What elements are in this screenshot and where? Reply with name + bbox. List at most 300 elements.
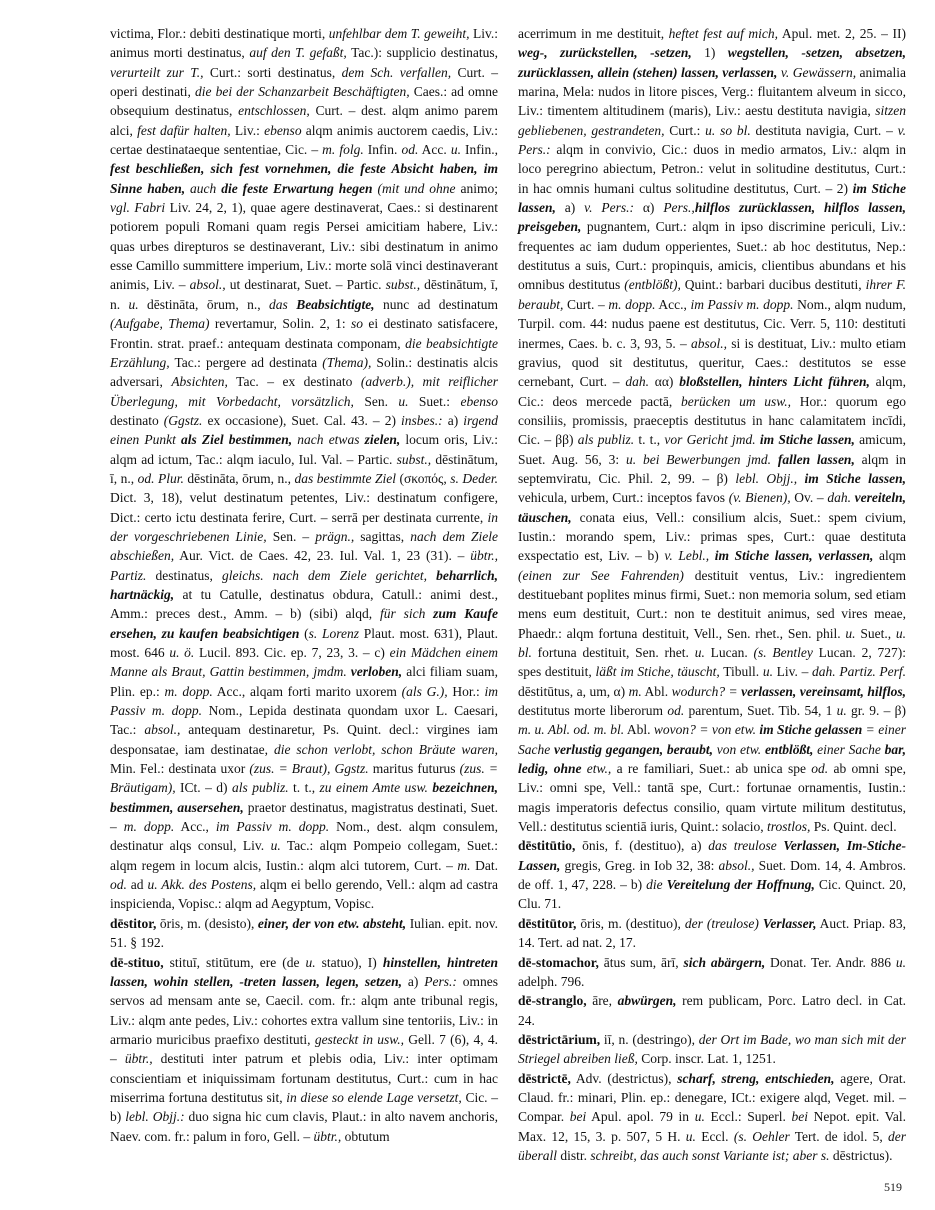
- entry-text-segment: bei: [569, 1109, 587, 1125]
- entry-text-segment: u. bl.: [518, 625, 906, 660]
- entry-text-segment: Infin.,: [460, 142, 498, 158]
- entry-text-segment: subst.,: [385, 277, 421, 293]
- entry-text-segment: destinato: [110, 412, 164, 428]
- entry-text-segment: Tac.): supplicio destinatus,: [346, 45, 498, 61]
- entry-text-segment: ei destinato satisfacere, Frontin. strat. praef.: antequam destinata componam,: [110, 316, 498, 351]
- entry-text-segment: entblößt,: [764, 741, 814, 757]
- entry-text-segment: Curt.: sorti destinatus,: [203, 64, 342, 80]
- entry-text-segment: lebl. Objj.,: [735, 470, 798, 486]
- entry-text-segment: m. dopp.: [123, 819, 175, 835]
- entry-text-segment: Dict. 3, 18), velut destinatum petentes, Liv.: destinatum configere, Dict.: certo ictu destinata ferire, Curt. – serrā per destinata currente,: [110, 490, 498, 525]
- entry-text-segment: distr.: [557, 1147, 591, 1163]
- entry-text-segment: Suet. Dom. 14, 4. Ambros. de off. 1, 47, 228. – b): [518, 857, 906, 893]
- entry-text-segment: Aur. Vict. de Caes. 42, 23. Iul. Val. 1, 23 (31). –: [174, 548, 471, 564]
- dictionary-entry: [518, 1069, 906, 1166]
- entry-text-segment: Dat.: [470, 857, 498, 873]
- entry-text-segment: Pers.:: [424, 973, 457, 989]
- entry-text-segment: auch: [185, 180, 222, 196]
- entry-text-segment: läßt im Stiche, täuscht,: [595, 664, 720, 680]
- entry-text-segment: bei: [791, 1109, 808, 1125]
- entry-text-segment: a re familiari, Suet.: ab unica spe: [611, 761, 812, 777]
- entry-text-segment: sagittas,: [354, 528, 411, 544]
- entry-text-segment: victima, Flor.: debiti destinatique morti,: [110, 26, 329, 41]
- entry-text-segment: od.: [110, 877, 127, 893]
- entry-text-segment: irgend einen Punkt: [110, 412, 498, 448]
- entry-text-segment: alci filiam suam, Plin. ep.:: [110, 664, 498, 699]
- entry-text-segment: Suet.:: [408, 393, 461, 409]
- entry-text-segment: vehicula, urbem, Curt.: inceptos favos: [518, 490, 729, 506]
- entry-text-segment: Abl.: [641, 683, 672, 699]
- entry-text-segment: Curt. –: [563, 296, 609, 312]
- entry-text-segment: u.: [694, 645, 705, 660]
- entry-text-segment: (Ggstz.: [163, 412, 203, 428]
- entry-text-segment: dēstrictē,: [518, 1070, 571, 1086]
- dictionary-entry: [110, 24, 498, 914]
- entry-text-segment: Tac.: pergere ad destinata: [169, 354, 323, 370]
- entry-text-segment: Ps. Quint. decl.: [810, 819, 897, 835]
- entry-text-segment: destituti inter patrum et plebis odia, Liv.: inter optimam conscientiam et iniquissimam fortunam destitutus, Curt.: cum in hac miserrima fortuna destitutus sit,: [110, 1051, 498, 1105]
- entry-text-segment: als publiz.: [232, 780, 289, 796]
- entry-text-segment: fortuna destituit, Sen. rhet.: [531, 645, 695, 660]
- entry-text-segment: vor Gericht jmd.: [664, 432, 760, 448]
- entry-text-segment: ebenso: [264, 122, 302, 138]
- entry-text-segment: unfehlbar dem T. geweiht,: [328, 26, 470, 41]
- entry-text-segment: dēstrictus).: [829, 1147, 893, 1163]
- entry-text-segment: Verlassen, Im-Stiche-Lassen,: [518, 838, 906, 873]
- entry-text-segment: a): [442, 412, 464, 428]
- entry-text-segment: praetor destinatus, magistratus destinati, Suet. –: [110, 799, 498, 835]
- entry-text-segment: etw.,: [581, 761, 612, 777]
- entry-text-segment: od.: [401, 142, 419, 158]
- entry-text-segment: s. Lorenz: [308, 625, 360, 641]
- entry-text-segment: hilflos zurücklassen, hilflos lassen, preisgeben,: [518, 200, 906, 235]
- entry-text-segment: u. Akk. des Postens,: [147, 877, 257, 893]
- entry-text-segment: stituī, stitūtum, ere (de: [163, 954, 306, 970]
- entry-text-segment: der Ort im Bade, wo man sich mit der Striegel abreiben ließ,: [518, 1031, 906, 1067]
- dictionary-entry: [518, 953, 906, 992]
- entry-text-segment: m. dopp.: [164, 683, 213, 699]
- entry-text-segment: amicum, Suet. Aug. 56, 3:: [518, 432, 907, 467]
- entry-text-segment: im Passiv m. dopp.: [110, 683, 498, 719]
- entry-text-segment: Tac.: alqm Pompeio collegam, Suet.: alqm regem in locum alcis, Iustin.: alqm alci tutorem, Curt. –: [110, 838, 498, 873]
- entry-text-segment: im Passiv m. dopp.: [215, 819, 330, 835]
- entry-text-segment: (adverb.), mit reiflicher Überlegung, mit Vorbedacht, vorsätzlich,: [110, 374, 498, 409]
- entry-text-segment: destinatus,: [146, 567, 222, 583]
- entry-text-segment: vgl. Fabri: [110, 200, 166, 216]
- entry-text-segment: dah.: [827, 490, 851, 506]
- entry-text-segment: obtutum: [341, 1128, 390, 1144]
- entry-text-segment: Nom., Lepida destinata quondam uxor L. Caesari, Tac.:: [110, 703, 498, 738]
- entry-text-segment: u.: [128, 296, 139, 312]
- entry-text-segment: ein Mädchen einem Manne als Braut, Gattin bestimmen, jmdm.: [110, 645, 499, 680]
- dictionary-entry: [518, 914, 906, 953]
- entry-text-segment: das: [269, 296, 297, 312]
- entry-text-segment: im Stiche lassen, verlassen,: [709, 548, 874, 564]
- entry-text-segment: gesteckt in usw.,: [314, 1031, 405, 1047]
- entry-text-segment: ōnis, f. (destituo), a): [575, 838, 709, 854]
- entry-text-segment: ICt. – d): [175, 780, 232, 796]
- entry-text-segment: das treulose: [708, 838, 784, 854]
- entry-text-segment: wodurch? =: [671, 683, 742, 699]
- entry-text-segment: dēstinātum, ī, n.: [110, 277, 499, 312]
- entry-text-segment: dēstrictārium,: [518, 1031, 601, 1047]
- dictionary-entry: [518, 24, 906, 836]
- entry-text-segment: Cic. – b): [110, 1089, 498, 1125]
- entry-text-segment: Liv.: animus morti destinatus,: [110, 26, 498, 61]
- entry-text-segment: si is destituat, Liv.: multo etiam gravius, quod sit destitutus, queritur, Caes.: destitutos se esse cernebant, Curt. –: [518, 335, 906, 390]
- entry-text-segment: sich abärgern,: [683, 954, 766, 970]
- entry-text-segment: verlustig gegangen, beraubt,: [554, 741, 714, 757]
- entry-text-segment: ihrer F. beraubt,: [518, 277, 906, 312]
- entry-text-segment: u.: [305, 954, 316, 970]
- entry-text-segment: wegstellen, -setzen, absetzen, zurücklassen, allein (stehen) lassen, verlassen,: [518, 45, 906, 80]
- entry-text-segment: statuo), I): [315, 954, 383, 970]
- entry-text-segment: Nepot. epit. Val. Max. 12, 15, 3. p. 507, 5 H.: [518, 1109, 906, 1144]
- entry-text-segment: adelph. 796.: [518, 973, 585, 989]
- entry-text-segment: destituit ventus, Liv.: ingredientem destituebant poplites minus firmi, Suet.: non memoria solum, sed etiam mens eum destituit, Curt.: non te destituit animus, sed vires meae, Phaedr.: alqm fortuna destituit, Vell., Sen. rhet., Sen. phil.: [518, 567, 906, 641]
- entry-text-segment: a): [555, 200, 585, 216]
- entry-text-segment: für sich: [379, 606, 434, 622]
- entry-text-segment: die schon verlobt, schon Bräute waren,: [273, 741, 498, 757]
- entry-text-segment: u. ö.: [169, 645, 195, 660]
- entry-text-segment: ōris, m. (desisto),: [156, 915, 258, 931]
- entry-text-segment: agere, Orat. Claud. fr.: minari, Plin. ep.: denegare, ICt.: exigere alqd, Veget. mil. – Compar.: [518, 1070, 906, 1125]
- entry-text-segment: nunc ad destinatum: [374, 296, 499, 312]
- entry-text-segment: a): [402, 973, 425, 989]
- entry-text-segment: sitzen gebliebenen, gestrandeten,: [518, 103, 906, 138]
- entry-text-segment: bezeichnen, bestimmen, ausersehen,: [110, 780, 498, 815]
- entry-text-segment: von etw.: [713, 741, 765, 757]
- entry-text-segment: u.: [694, 1109, 705, 1125]
- entry-text-segment: maritus futurus: [368, 761, 460, 777]
- entry-text-segment: dēstinātum, ī, n.,: [110, 451, 498, 486]
- entry-text-segment: Tert. de idol. 5,: [789, 1128, 888, 1144]
- entry-text-segment: u.: [762, 664, 773, 680]
- page-number: 519: [884, 1180, 902, 1194]
- entry-text-segment: Acc.: [418, 142, 451, 158]
- entry-text-segment: αα): [648, 374, 680, 390]
- entry-text-segment: m.: [628, 683, 642, 699]
- entry-text-segment: übtr.,: [124, 1051, 153, 1067]
- entry-text-segment: ex occasione), Suet. Cal. 43. – 2): [202, 412, 402, 428]
- entry-text-segment: berücken um usw.,: [680, 393, 792, 409]
- entry-text-segment: od.: [667, 703, 685, 719]
- entry-text-segment: v. Lebl.,: [664, 548, 710, 564]
- entry-text-segment: Min. Fel.: destinata uxor: [110, 761, 250, 777]
- entry-text-segment: Curt. – operi destinati,: [110, 64, 498, 100]
- entry-text-segment: die beabsichtigte Erzählung,: [110, 335, 498, 370]
- entry-text-segment: dē-stranglo,: [518, 993, 587, 1009]
- entry-text-segment: dem Sch. verfallen,: [341, 64, 452, 80]
- entry-text-segment: Infin.: [363, 142, 402, 158]
- entry-text-segment: Nom., alqm nudum, Turpil. com. 44: nudus paene est destitutus, Cic. Verr. 5, 110: destituti inermes, Caes. b. c. 3, 93, 5. –: [518, 296, 906, 351]
- entry-text-segment: absol.,: [144, 722, 181, 738]
- entry-text-segment: 1): [691, 45, 728, 61]
- entry-text-segment: nach etwas: [292, 432, 365, 448]
- entry-text-segment: (zus. = Braut), Ggstz.: [249, 761, 369, 777]
- entry-text-segment: t. t.,: [288, 780, 320, 796]
- entry-text-segment: duo signa hic cum clavis, Plaut.: in alto navem anchoris, Naev. com. fr.: palum in foro, Gell. –: [110, 1109, 499, 1144]
- entry-text-segment: gregis, Greg. in Iob 32, 38:: [560, 857, 719, 873]
- entry-text-segment: Liv. 24, 2, 1), quae agere destinaverat, Caes.: si destinarent potiorem populi Romani quam regis Persei amicitiam habere, Liv.: quas urbes direpturos se destinaverant, Liv.: sibi destinatum in animo esse Camillo summittere imperium, Liv.: morte solā vinci destinaverant animis, Liv. –: [110, 200, 499, 293]
- entry-text-segment: rem publicam, Porc. Latro decl. in Cat. 24.: [518, 993, 907, 1028]
- entry-text-segment: α): [633, 200, 664, 216]
- entry-text-segment: fallen lassen,: [777, 451, 855, 467]
- entry-text-segment: (entblößt),: [624, 277, 681, 293]
- entry-text-segment: dē-stomachor,: [518, 954, 599, 970]
- entry-text-segment: fest dafür halten,: [137, 122, 231, 138]
- entry-text-segment: scharf, streng, entschieden,: [677, 1070, 835, 1086]
- entry-text-segment: Iulian. epit. nov. 51. § 192.: [110, 915, 498, 951]
- entry-text-segment: dē-stituo,: [110, 954, 164, 970]
- entry-text-segment: u.: [845, 625, 856, 641]
- entry-text-segment: v. Pers.:: [518, 122, 906, 158]
- entry-text-segment: die feste Erwartung hegen: [221, 180, 373, 196]
- dictionary-entry: [110, 914, 498, 953]
- entry-text-segment: Lucan.: [704, 645, 754, 660]
- entry-text-segment: gr. 9. – β): [846, 703, 906, 719]
- entry-text-segment: prägn.,: [315, 528, 355, 544]
- entry-text-segment: alqm animis auctorem caedis, Liv.: certae destinataeque sententiae, Cic. –: [110, 122, 498, 158]
- entry-text-segment: vereiteln, täuschen,: [518, 490, 906, 525]
- entry-text-segment: animo;: [455, 180, 498, 196]
- entry-text-segment: dah.: [625, 374, 649, 390]
- entry-text-segment: ebenso: [460, 393, 498, 409]
- entry-text-segment: Eccl.: [695, 1128, 734, 1144]
- entry-text-segment: Donat. Ter. Andr. 886: [765, 954, 896, 970]
- entry-text-segment: lebl. Objj.:: [125, 1109, 185, 1125]
- entry-text-segment: Beabsichtigte,: [296, 296, 375, 312]
- entry-text-segment: āre,: [586, 993, 618, 1009]
- entry-text-segment: = einer Sache: [518, 722, 906, 757]
- entry-text-segment: übtr., Partiz.: [110, 548, 498, 583]
- entry-text-segment: revertamur, Solin. 2, 1:: [209, 316, 351, 332]
- entry-text-segment: auf den T. gefaßt,: [249, 45, 347, 61]
- entry-text-segment: u.: [270, 838, 281, 854]
- entry-text-segment: omnes servos ad mensam ante se, Caecil. com. fr.: alqm ante tribunal regis, Liv.: alqm ante pedes, Liv.: cohortes extra vallum sine tentoriis, Liv.: in armario muricibus praefixo destituti,: [110, 973, 498, 1047]
- entry-text-segment: der überall: [518, 1128, 906, 1163]
- entry-text-segment: parentum, Suet. Tib. 54, 1: [684, 703, 837, 719]
- entry-text-segment: dēstitūtio,: [518, 838, 576, 854]
- entry-text-segment: dēstitūtor,: [518, 915, 577, 931]
- entry-text-segment: beharrlich, hartnäckig,: [110, 567, 499, 602]
- entry-text-segment: Apul. met. 2, 25. – II): [778, 26, 906, 41]
- entry-text-segment: Eccl.: Superl.: [704, 1109, 792, 1125]
- entry-text-segment: animalia marina, Mela: nudos in litore pisces, Verg.: fluitantem alveum in sicco, Liv.: timentem altitudinem (maris), Liv.: aestu destituta navigia,: [518, 64, 907, 119]
- entry-text-segment: zielen,: [364, 432, 401, 448]
- entry-text-segment: u. so bl.: [705, 122, 751, 138]
- entry-text-segment: subst.,: [396, 451, 432, 467]
- entry-text-segment: bloßstellen, hinters Licht führen,: [679, 374, 870, 390]
- entry-text-segment: im Stiche gelassen: [759, 722, 863, 738]
- entry-text-segment: Acc., alqam forti marito uxorem: [212, 683, 402, 699]
- entry-text-segment: im Stiche lassen,: [759, 432, 855, 448]
- entry-text-segment: Tibull.: [719, 664, 763, 680]
- entry-text-segment: alqm: [873, 548, 906, 564]
- entry-text-segment: als Ziel bestimmen,: [181, 432, 293, 448]
- entry-text-segment: Pers.,: [663, 200, 695, 216]
- entry-text-segment: (zus. = Bräutigam),: [110, 761, 499, 796]
- entry-text-segment: Quint.: barbari ducibus destituti,: [680, 277, 866, 293]
- entry-text-segment: acerrimum in me destituit,: [518, 26, 669, 41]
- entry-text-segment: Acc.,: [174, 819, 216, 835]
- entry-text-segment: (als G.),: [401, 683, 448, 699]
- entry-text-segment: Apul. apol. 79 in: [586, 1109, 695, 1125]
- entry-text-segment: t. t.,: [634, 432, 665, 448]
- entry-text-segment: Gell. 7 (6), 4, 4. –: [110, 1031, 499, 1067]
- entry-text-segment: absol.,: [690, 335, 727, 351]
- entry-text-segment: abwürgen,: [617, 993, 677, 1009]
- entry-text-segment: Solin.: destinatis alcis adversari,: [110, 354, 498, 390]
- entry-text-segment: u.: [836, 703, 847, 719]
- entry-text-segment: pugnantem, Curt.: alqm in ipso discrimine periculi, Liv.: frequentes ac iam dudum opperientes, Suet.: ab hoc destitutus, Nep.: destitutus a suis, Curt.: propinquis, amicis, clientibus abundans et his omnibus destitutus: [518, 219, 906, 293]
- entry-text-segment: Suet.,: [855, 625, 896, 641]
- entry-text-segment: od. Plur.: [137, 470, 184, 486]
- entry-text-segment: die: [646, 877, 667, 893]
- entry-text-segment: Verlasser,: [762, 915, 817, 931]
- entry-text-segment: trostlos,: [766, 819, 811, 835]
- entry-text-segment: Auct. Priap. 83, 14. Tert. ad nat. 2, 17.: [518, 915, 906, 951]
- entry-text-segment: entschlossen,: [238, 103, 310, 119]
- entry-text-segment: iī, n. (destringo),: [600, 1031, 699, 1047]
- entry-text-segment: schreibt, das auch sonst Variante ist; aber s.: [590, 1147, 830, 1163]
- entry-text-segment: (σκοπός,: [395, 470, 451, 486]
- entry-text-segment: Curt.:: [664, 122, 706, 138]
- entry-text-segment: dah. Partiz. Perf.: [812, 664, 907, 680]
- entry-text-segment: ātus sum, ārī,: [598, 954, 684, 970]
- entry-text-segment: (mit und ohne: [372, 180, 456, 196]
- entry-text-segment: übtr.,: [313, 1128, 342, 1144]
- entry-text-segment: verloben,: [350, 664, 403, 680]
- entry-text-segment: weg-, zurückstellen, -setzen,: [518, 45, 692, 61]
- entry-text-segment: conata eius, Vell.: consilium alcis, Suet.: spem civium, Iustin.: morando spem, Liv.: primas spes, Curt.: quae destituta exspectatio est, Liv. – b): [518, 509, 906, 564]
- entry-text-segment: Corp. inscr. Lat. 1, 1251.: [637, 1051, 776, 1067]
- entry-text-segment: m.: [457, 857, 471, 873]
- entry-text-segment: v. Gewässern,: [777, 64, 857, 80]
- entry-text-segment: das bestimmte Ziel: [294, 470, 396, 486]
- entry-text-segment: u.: [398, 393, 409, 409]
- entry-text-segment: locum oris, Liv.: alqm ad ictum, Tac.: alqm iaculo, Iul. Val. – Partic.: [110, 432, 499, 467]
- entry-text-segment: u.: [895, 954, 906, 970]
- entry-text-segment: alqm in convivio, Cic.: duos in medio armatos, Liv.: alqm in loco peregrino abiectum, Petron.: velut in solitudine destitutus, Curt.: in hac omnis humani cultus solitudine destitutus, Curt. – 2): [518, 142, 906, 196]
- entry-text-segment: Tac. – ex destinato: [227, 374, 361, 390]
- entry-text-segment: (einen zur See Fahrenden): [518, 567, 684, 583]
- entry-text-segment: im Stiche lassen,: [518, 180, 906, 216]
- entry-text-segment: Abl.: [624, 722, 654, 738]
- entry-text-segment: Hor.:: [447, 683, 485, 699]
- entry-text-segment: u.: [450, 142, 461, 158]
- dictionary-entry: [518, 836, 906, 913]
- entry-text-segment: Sen. –: [266, 528, 316, 544]
- dictionary-entry: [518, 991, 906, 1030]
- entry-text-segment: absol.,: [189, 277, 226, 293]
- entry-text-segment: Vereitelung der Hoffnung,: [666, 877, 815, 893]
- entry-text-segment: Lucan. 2, 727): spes destituit,: [518, 645, 906, 680]
- entry-text-segment: wovon? = von etw.: [653, 722, 760, 738]
- entry-text-segment: Ov. –: [790, 490, 828, 506]
- entry-text-segment: einer, der von etw. absteht,: [257, 915, 407, 931]
- entry-text-segment: (Thema),: [322, 354, 372, 370]
- entry-text-segment: dēstitūtus, a, um, α): [518, 683, 629, 699]
- entry-text-segment: absol.,: [718, 857, 755, 873]
- entry-text-segment: verlassen, vereinsamt, hilflos,: [741, 683, 906, 699]
- entry-text-segment: in diese so elende Lage versetzt,: [286, 1089, 462, 1105]
- entry-text-segment: alqm, Cic.: deos mercede pactā,: [518, 374, 907, 409]
- entry-text-segment: ōris, m. (destituo),: [576, 915, 685, 931]
- entry-text-segment: zu einem Amte usw.: [319, 780, 433, 796]
- entry-text-segment: (: [299, 625, 309, 641]
- entry-text-segment: in der vorgeschriebenen Linie,: [110, 509, 498, 544]
- entry-text-segment: fest beschließen, sich fest vornehmen, die feste Absicht haben, im Sinne haben,: [110, 161, 498, 196]
- entry-text-segment: die bei der Schanzarbeit Beschäftigten,: [195, 84, 410, 100]
- entry-text-segment: v. Pers.:: [584, 200, 634, 216]
- entry-text-segment: (Aufgabe, Thema): [110, 316, 210, 332]
- entry-text-segment: u. bei Bewerbungen jmd.: [626, 451, 778, 467]
- right-column: [518, 24, 906, 1165]
- entry-text-segment: hinstellen, hintreten lassen, wohin stellen, -treten lassen, legen, setzen,: [110, 954, 499, 989]
- entry-text-segment: alqm ei bello gerendo, Vell.: alqm ad castra inspicienda, Vopisc.: alqm ad Aegyptum, Vopisc.: [110, 877, 498, 912]
- entry-text-segment: Curt. – dest. alqm animo parem alci,: [110, 103, 498, 138]
- entry-text-segment: at tu Catulle, destinatus obdura, Catull.: animi dest., Amm.: preces dest., Amm. – b) (sibi) alqd,: [110, 586, 498, 622]
- entry-text-segment: Liv. –: [772, 664, 813, 680]
- entry-text-segment: Sen.: [353, 393, 399, 409]
- entry-text-segment: Lucil. 893. Cic. ep. 7, 23, 3. – c): [194, 645, 390, 660]
- entry-text-segment: gleichs. nach dem Ziele gerichtet,: [221, 567, 428, 583]
- entry-text-segment: Liv.:: [230, 122, 265, 138]
- entry-text-segment: verurteilt zur T.,: [110, 64, 204, 80]
- entry-text-segment: m. u. Abl. od. m. bl.: [518, 722, 625, 738]
- entry-text-segment: u.: [685, 1128, 696, 1144]
- entry-text-segment: (s. Oehler: [733, 1128, 790, 1144]
- left-column: [110, 24, 498, 1146]
- dictionary-entry: [518, 1030, 906, 1069]
- entry-text-segment: als publiz.: [577, 432, 635, 448]
- entry-text-segment: ut destinarat, Suet. – Partic.: [225, 277, 386, 293]
- entry-text-segment: im Stiche lassen,: [797, 470, 906, 486]
- entry-text-segment: od.: [811, 761, 829, 777]
- entry-text-segment: zum Kaufe ersehen, zu kaufen beabsichtigen: [110, 606, 498, 641]
- entry-text-segment: Caes.: ad omne obsequium destinatus,: [110, 84, 498, 119]
- entry-text-segment: insbes.:: [401, 412, 443, 428]
- entry-text-segment: Acc.,: [655, 296, 691, 312]
- entry-text-segment: destituta navigia, Curt. –: [750, 122, 898, 138]
- entry-text-segment: heftet fest auf mich,: [668, 26, 779, 41]
- dictionary-entry: [110, 953, 498, 1146]
- entry-text-segment: Plaut. most. 631), Plaut. most. 646: [110, 625, 498, 660]
- entry-text-segment: bar, ledig, ohne: [518, 741, 906, 777]
- entry-text-segment: dēstināta, ōrum, n.,: [183, 470, 295, 486]
- entry-text-segment: alqm in septemviratu, Cic. Phil. 2, 99. – β): [518, 451, 907, 486]
- entry-text-segment: s. Deder.: [450, 470, 498, 486]
- entry-text-segment: Absichten,: [171, 374, 228, 390]
- entry-text-segment: (v. Bienen),: [728, 490, 791, 506]
- entry-text-segment: Nom., dest. alqm consulem, destinatur alqs consul, Liv.: [110, 819, 499, 854]
- entry-text-segment: antequam destinaretur, Ps. Quint. decl.: virgines iam desponsatae, iam destinatae,: [110, 722, 498, 757]
- entry-text-segment: m. folg.: [322, 142, 364, 158]
- entry-text-segment: einer Sache: [813, 741, 885, 757]
- entry-text-segment: Adv. (destrictus),: [570, 1070, 678, 1086]
- entry-text-segment: nach dem Ziele abschießen,: [110, 528, 499, 564]
- entry-text-segment: destitutus morte liberorum: [518, 703, 668, 719]
- entry-text-segment: im Passiv m. dopp.: [690, 296, 794, 312]
- entry-text-segment: Cic. Quinct. 20, Clu. 71.: [518, 877, 906, 912]
- entry-text-segment: so: [351, 316, 364, 332]
- entry-text-segment: ab omni spe, Liv.: omni spe, Vell.: tantā spe, Curt.: fortunae ornamentis, Iustin.: magis imperatoris defectus consilio, quam virtute militum destitutus, Vell.: destitutus scientiā iuris, Quint.: solacio,: [518, 761, 906, 835]
- entry-text-segment: dēstitor,: [110, 915, 157, 931]
- entry-text-segment: Hor.: quorum ego consiliis, promissis, praeceptis destitutus in hanc calamitatem incīdi, Cic. – ββ): [518, 393, 906, 448]
- entry-text-segment: der (treulose): [684, 915, 763, 931]
- entry-text-segment: dēstināta, ōrum, n.,: [138, 296, 270, 312]
